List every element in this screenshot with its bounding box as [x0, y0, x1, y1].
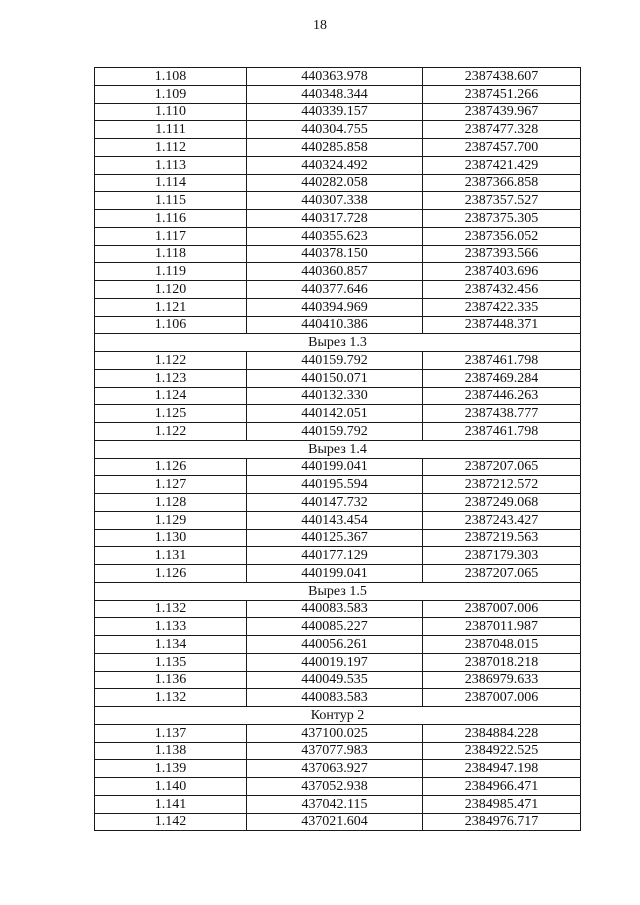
point-number-cell: 1.130 — [95, 529, 247, 547]
y-coordinate-cell: 2387446.263 — [423, 387, 581, 405]
y-coordinate-cell: 2387448.371 — [423, 316, 581, 334]
table-row — [95, 227, 581, 245]
point-number-cell: 1.132 — [95, 689, 247, 707]
table-row — [95, 85, 581, 103]
point-number-cell: 1.142 — [95, 813, 247, 831]
y-coordinate-cell: 2387438.777 — [423, 405, 581, 423]
x-coordinate-cell: 440199.041 — [247, 458, 423, 476]
x-coordinate-cell: 440143.454 — [247, 511, 423, 529]
point-number-cell: 1.114 — [95, 174, 247, 192]
y-coordinate-cell: 2387243.427 — [423, 511, 581, 529]
x-coordinate-cell: 440150.071 — [247, 369, 423, 387]
y-coordinate-cell: 2387469.284 — [423, 369, 581, 387]
point-number-cell: 1.113 — [95, 156, 247, 174]
x-coordinate-cell: 440377.646 — [247, 281, 423, 299]
coordinates-table-body — [95, 68, 581, 831]
y-coordinate-cell: 2387007.006 — [423, 689, 581, 707]
point-number-cell: 1.108 — [95, 68, 247, 86]
table-row — [95, 778, 581, 796]
point-number-cell: 1.106 — [95, 316, 247, 334]
point-number-cell: 1.110 — [95, 103, 247, 121]
table-row — [95, 210, 581, 228]
x-coordinate-cell: 440285.858 — [247, 139, 423, 157]
y-coordinate-cell: 2384976.717 — [423, 813, 581, 831]
x-coordinate-cell: 440159.792 — [247, 423, 423, 441]
y-coordinate-cell: 2384947.198 — [423, 760, 581, 778]
y-coordinate-cell: 2387018.218 — [423, 653, 581, 671]
section-title: Вырез 1.3 — [95, 334, 581, 352]
table-row — [95, 742, 581, 760]
x-coordinate-cell: 440049.535 — [247, 671, 423, 689]
x-coordinate-cell: 440132.330 — [247, 387, 423, 405]
y-coordinate-cell: 2387461.798 — [423, 423, 581, 441]
x-coordinate-cell: 440142.051 — [247, 405, 423, 423]
table-row — [95, 103, 581, 121]
y-coordinate-cell: 2387439.967 — [423, 103, 581, 121]
point-number-cell: 1.117 — [95, 227, 247, 245]
x-coordinate-cell: 440324.492 — [247, 156, 423, 174]
x-coordinate-cell: 437042.115 — [247, 795, 423, 813]
table-row — [95, 724, 581, 742]
table-row — [95, 298, 581, 316]
y-coordinate-cell: 2387207.065 — [423, 458, 581, 476]
table-row — [95, 689, 581, 707]
x-coordinate-cell: 440363.978 — [247, 68, 423, 86]
table-row — [95, 156, 581, 174]
x-coordinate-cell: 440083.583 — [247, 689, 423, 707]
x-coordinate-cell: 440147.732 — [247, 494, 423, 512]
y-coordinate-cell: 2384922.525 — [423, 742, 581, 760]
x-coordinate-cell: 437063.927 — [247, 760, 423, 778]
point-number-cell: 1.134 — [95, 636, 247, 654]
point-number-cell: 1.118 — [95, 245, 247, 263]
y-coordinate-cell: 2387207.065 — [423, 565, 581, 583]
y-coordinate-cell: 2387048.015 — [423, 636, 581, 654]
x-coordinate-cell: 437100.025 — [247, 724, 423, 742]
x-coordinate-cell: 440282.058 — [247, 174, 423, 192]
table-row — [95, 529, 581, 547]
point-number-cell: 1.133 — [95, 618, 247, 636]
y-coordinate-cell: 2387249.068 — [423, 494, 581, 512]
table-row — [95, 263, 581, 281]
point-number-cell: 1.109 — [95, 85, 247, 103]
table-row — [95, 547, 581, 565]
y-coordinate-cell: 2387432.456 — [423, 281, 581, 299]
table-row — [95, 121, 581, 139]
section-title: Вырез 1.5 — [95, 582, 581, 600]
point-number-cell: 1.115 — [95, 192, 247, 210]
y-coordinate-cell: 2387438.607 — [423, 68, 581, 86]
page-number: 18 — [313, 18, 327, 33]
table-row — [95, 653, 581, 671]
x-coordinate-cell: 440199.041 — [247, 565, 423, 583]
point-number-cell: 1.138 — [95, 742, 247, 760]
point-number-cell: 1.111 — [95, 121, 247, 139]
y-coordinate-cell: 2387403.696 — [423, 263, 581, 281]
y-coordinate-cell: 2387366.858 — [423, 174, 581, 192]
y-coordinate-cell: 2387421.429 — [423, 156, 581, 174]
table-row — [95, 600, 581, 618]
x-coordinate-cell: 440304.755 — [247, 121, 423, 139]
table-row — [95, 795, 581, 813]
x-coordinate-cell: 440317.728 — [247, 210, 423, 228]
table-row — [95, 565, 581, 583]
table-row — [95, 281, 581, 299]
table-row — [95, 192, 581, 210]
section-row — [95, 582, 581, 600]
point-number-cell: 1.122 — [95, 352, 247, 370]
point-number-cell: 1.121 — [95, 298, 247, 316]
point-number-cell: 1.131 — [95, 547, 247, 565]
y-coordinate-cell: 2387011.987 — [423, 618, 581, 636]
section-title: Контур 2 — [95, 707, 581, 725]
y-coordinate-cell: 2387179.303 — [423, 547, 581, 565]
y-coordinate-cell: 2384985.471 — [423, 795, 581, 813]
x-coordinate-cell: 440339.157 — [247, 103, 423, 121]
point-number-cell: 1.126 — [95, 565, 247, 583]
y-coordinate-cell: 2387357.527 — [423, 192, 581, 210]
y-coordinate-cell: 2384966.471 — [423, 778, 581, 796]
table-row — [95, 369, 581, 387]
y-coordinate-cell: 2387477.328 — [423, 121, 581, 139]
point-number-cell: 1.140 — [95, 778, 247, 796]
point-number-cell: 1.120 — [95, 281, 247, 299]
x-coordinate-cell: 440195.594 — [247, 476, 423, 494]
x-coordinate-cell: 440056.261 — [247, 636, 423, 654]
y-coordinate-cell: 2387356.052 — [423, 227, 581, 245]
y-coordinate-cell: 2387451.266 — [423, 85, 581, 103]
y-coordinate-cell: 2387007.006 — [423, 600, 581, 618]
point-number-cell: 1.125 — [95, 405, 247, 423]
x-coordinate-cell: 440019.197 — [247, 653, 423, 671]
y-coordinate-cell: 2387422.335 — [423, 298, 581, 316]
x-coordinate-cell: 437021.604 — [247, 813, 423, 831]
point-number-cell: 1.127 — [95, 476, 247, 494]
table-row — [95, 476, 581, 494]
coordinates-table — [94, 67, 581, 831]
point-number-cell: 1.136 — [95, 671, 247, 689]
y-coordinate-cell: 2387393.566 — [423, 245, 581, 263]
point-number-cell: 1.124 — [95, 387, 247, 405]
point-number-cell: 1.119 — [95, 263, 247, 281]
table-row — [95, 423, 581, 441]
point-number-cell: 1.122 — [95, 423, 247, 441]
section-row — [95, 707, 581, 725]
table-row — [95, 174, 581, 192]
table-row — [95, 618, 581, 636]
table-row — [95, 760, 581, 778]
point-number-cell: 1.112 — [95, 139, 247, 157]
table-row — [95, 245, 581, 263]
point-number-cell: 1.141 — [95, 795, 247, 813]
y-coordinate-cell: 2387219.563 — [423, 529, 581, 547]
point-number-cell: 1.128 — [95, 494, 247, 512]
table-row — [95, 68, 581, 86]
table-row — [95, 671, 581, 689]
x-coordinate-cell: 440177.129 — [247, 547, 423, 565]
x-coordinate-cell: 440378.150 — [247, 245, 423, 263]
table-row — [95, 511, 581, 529]
x-coordinate-cell: 440394.969 — [247, 298, 423, 316]
table-row — [95, 139, 581, 157]
table-row — [95, 352, 581, 370]
point-number-cell: 1.132 — [95, 600, 247, 618]
table-row — [95, 405, 581, 423]
section-row — [95, 334, 581, 352]
x-coordinate-cell: 440307.338 — [247, 192, 423, 210]
y-coordinate-cell: 2386979.633 — [423, 671, 581, 689]
x-coordinate-cell: 440355.623 — [247, 227, 423, 245]
x-coordinate-cell: 440360.857 — [247, 263, 423, 281]
x-coordinate-cell: 440085.227 — [247, 618, 423, 636]
table-row — [95, 813, 581, 831]
section-row — [95, 440, 581, 458]
table-row — [95, 316, 581, 334]
table-row — [95, 458, 581, 476]
y-coordinate-cell: 2387375.305 — [423, 210, 581, 228]
x-coordinate-cell: 440083.583 — [247, 600, 423, 618]
point-number-cell: 1.126 — [95, 458, 247, 476]
y-coordinate-cell: 2387461.798 — [423, 352, 581, 370]
table-row — [95, 387, 581, 405]
x-coordinate-cell: 440348.344 — [247, 85, 423, 103]
x-coordinate-cell: 440410.386 — [247, 316, 423, 334]
x-coordinate-cell: 437052.938 — [247, 778, 423, 796]
point-number-cell: 1.123 — [95, 369, 247, 387]
y-coordinate-cell: 2384884.228 — [423, 724, 581, 742]
y-coordinate-cell: 2387457.700 — [423, 139, 581, 157]
point-number-cell: 1.116 — [95, 210, 247, 228]
point-number-cell: 1.139 — [95, 760, 247, 778]
x-coordinate-cell: 437077.983 — [247, 742, 423, 760]
section-title: Вырез 1.4 — [95, 440, 581, 458]
x-coordinate-cell: 440159.792 — [247, 352, 423, 370]
point-number-cell: 1.129 — [95, 511, 247, 529]
point-number-cell: 1.137 — [95, 724, 247, 742]
x-coordinate-cell: 440125.367 — [247, 529, 423, 547]
table-row — [95, 494, 581, 512]
y-coordinate-cell: 2387212.572 — [423, 476, 581, 494]
point-number-cell: 1.135 — [95, 653, 247, 671]
table-row — [95, 636, 581, 654]
